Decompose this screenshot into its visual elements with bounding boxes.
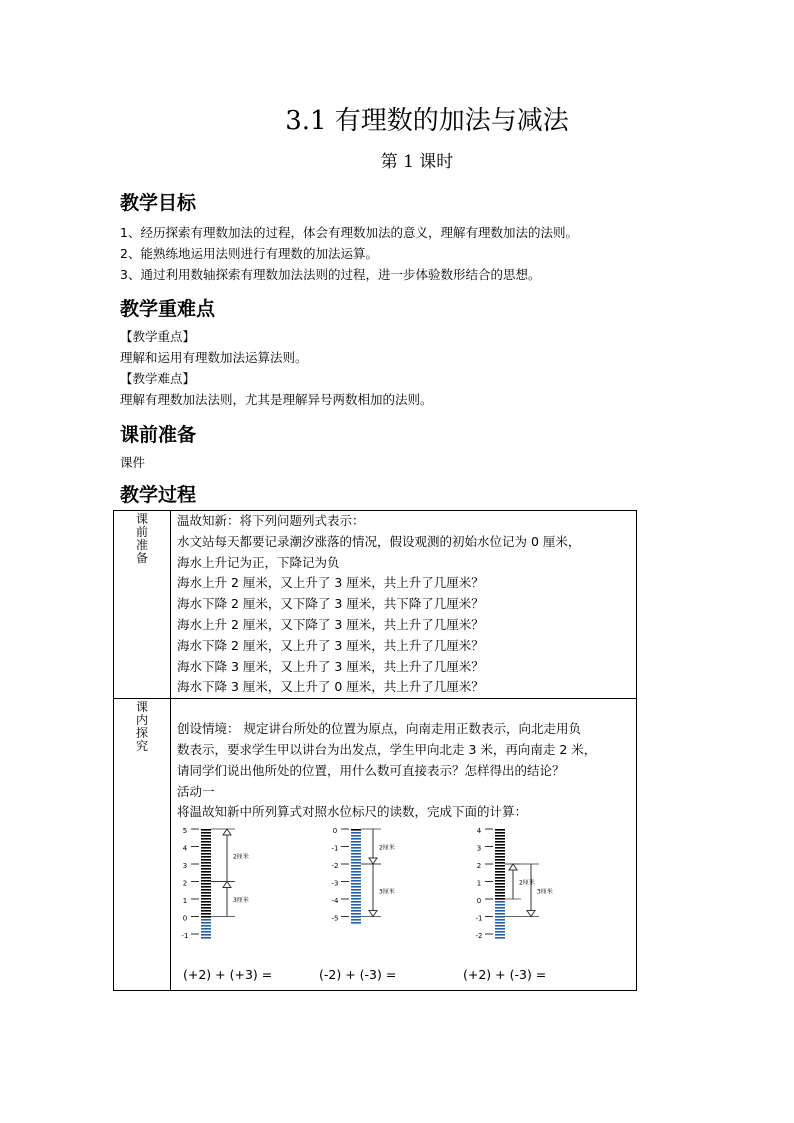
ruler-stripe: [495, 877, 505, 879]
row-label-cell: [114, 699, 171, 991]
ruler-stripe: [495, 913, 505, 915]
ruler-stripe: [351, 841, 361, 843]
ruler-stripe: [201, 883, 211, 885]
ruler-stripe: [351, 910, 361, 912]
ruler-stripe: [495, 847, 505, 849]
ruler-stripe: [351, 877, 361, 879]
arrow-label: 3厘米: [379, 888, 395, 896]
ruler-stripe: [351, 862, 361, 864]
ruler-stripe: [201, 934, 211, 936]
ruler-stripe: [351, 874, 361, 876]
ruler-stripe: [201, 838, 211, 840]
ruler-stripe: [495, 919, 505, 921]
ruler-stripe: [495, 829, 505, 831]
measure-arrow-head: [527, 911, 535, 917]
ruler-stripe: [201, 886, 211, 888]
tick-label: 0: [332, 827, 338, 836]
tick-label: 3: [182, 862, 188, 871]
ruler-stripe: [495, 856, 505, 858]
water-ruler-2: [327, 823, 477, 963]
ruler-stripe: [495, 865, 505, 867]
ruler-stripe: [351, 895, 361, 897]
ruler-stripe: [351, 901, 361, 903]
text-line: 海水下降 2 厘米，又上升了 3 厘米，共上升了几厘米？: [177, 637, 484, 653]
ruler-stripe: [495, 928, 505, 930]
ruler-stripe: [495, 889, 505, 891]
objective-item: 3、通过利用数轴探索有理数加法法则的过程，进一步体验数形结合的思想。: [120, 267, 541, 282]
ruler-stripe: [201, 937, 211, 939]
ruler-stripe: [495, 892, 505, 894]
ruler-stripe: [201, 841, 211, 843]
ruler-stripe: [351, 892, 361, 894]
objective-item: 1、经历探索有理数加法的过程，体会有理数加法的意义，理解有理数加法的法则。: [120, 225, 578, 240]
ruler-stripe: [495, 910, 505, 912]
focus-text: 理解和运用有理数加法运算法则。: [120, 350, 308, 365]
ruler-stripe: [495, 898, 505, 900]
tick-label: -4: [331, 897, 339, 906]
ruler-stripe: [201, 835, 211, 837]
tick-label: 4: [182, 844, 188, 853]
ruler-stripe: [201, 844, 211, 846]
text-line: 请同学们说出他所处的位置，用什么数可直接表示？怎样得出的结论？: [177, 762, 565, 778]
ruler-stripe: [495, 925, 505, 927]
ruler-stripe: [495, 886, 505, 888]
row-content-preclass: [171, 511, 637, 699]
tick-label: -1: [181, 932, 189, 941]
ruler-stripe: [351, 859, 361, 861]
ruler-stripe: [201, 904, 211, 906]
ruler-stripe: [495, 832, 505, 834]
ruler-stripe: [201, 880, 211, 882]
text-line: 创设情境： 规定讲台所处的位置为原点，向南走用正数表示，向北走用负: [177, 721, 581, 737]
heading-objectives: 教学目标: [120, 192, 197, 214]
ruler-stripe: [201, 910, 211, 912]
ruler-stripe: [201, 871, 211, 873]
ruler-stripe: [351, 844, 361, 846]
row-label-preclass: [135, 513, 149, 565]
ruler-stripe: [201, 847, 211, 849]
ruler-stripe: [495, 841, 505, 843]
ruler-stripe: [201, 853, 211, 855]
ruler-stripe: [201, 916, 211, 918]
arrow-label: 2厘米: [379, 844, 395, 852]
ruler-stripe: [351, 907, 361, 909]
text-line: 海水下降 3 厘米，又上升了 0 厘米，共上升了几厘米？: [177, 679, 484, 695]
measure-arrow-head: [223, 829, 231, 835]
heading-prep: 课前准备: [120, 424, 197, 446]
focus-label: 【教学重点】: [120, 329, 196, 344]
ruler-stripe: [351, 919, 361, 921]
measure-arrow-head: [223, 882, 231, 888]
table-row: [114, 511, 637, 699]
ruler-stripe: [201, 931, 211, 933]
row-label-inclass: [135, 701, 149, 753]
ruler-stripe: [495, 922, 505, 924]
label-char: 探: [135, 726, 148, 741]
measure-arrow-head: [509, 864, 517, 870]
text-line: 数表示，要求学生甲以讲台为出发点，学生甲向北走 3 米，再向南走 2 米，: [177, 741, 597, 757]
measure-arrow-head: [369, 858, 377, 864]
ruler-stripe: [351, 865, 361, 867]
row-content-inclass: [171, 699, 637, 991]
arrow-label: 2厘米: [233, 853, 249, 861]
text-line: 海水下降 2 厘米，又下降了 3 厘米，共下降了几厘米？: [177, 596, 484, 612]
text-line: 温故知新：将下列问题列式表示：: [177, 513, 365, 528]
tick-label: 1: [476, 879, 482, 888]
ruler-stripe: [201, 859, 211, 861]
ruler-stripe: [495, 850, 505, 852]
tick-label: 2: [182, 879, 188, 888]
ruler-stripe: [201, 925, 211, 927]
ruler-stripe: [201, 856, 211, 858]
label-char: 内: [135, 713, 148, 728]
label-char: 准: [135, 538, 148, 552]
ruler-stripe: [201, 877, 211, 879]
ruler-stripe: [495, 859, 505, 861]
difficulty-label: 【教学难点】: [120, 371, 196, 386]
ruler-stripe: [351, 916, 361, 918]
row-label-cell: [114, 511, 171, 699]
tick-label: -1: [475, 914, 483, 923]
ruler-stripe: [201, 913, 211, 915]
ruler-stripe: [351, 904, 361, 906]
ruler-stripe: [495, 880, 505, 882]
ruler-stripe: [201, 901, 211, 903]
measure-arrow-head: [369, 911, 377, 917]
ruler-stripe: [495, 871, 505, 873]
text-line: 活动一: [177, 783, 215, 799]
label-char: 课: [135, 700, 148, 715]
ruler-stripe: [495, 901, 505, 903]
tick-label: 3: [476, 844, 482, 853]
ruler-figures: [171, 823, 636, 983]
ruler-stripe: [495, 931, 505, 933]
ruler-stripe: [495, 868, 505, 870]
ruler-stripe: [351, 838, 361, 840]
ruler-stripe: [351, 856, 361, 858]
ruler-stripe: [201, 895, 211, 897]
text-line: 将温故知新中所列算式对照水位标尺的读数，完成下面的计算：: [177, 804, 528, 820]
water-ruler-3: [471, 823, 621, 963]
ruler-stripe: [495, 934, 505, 936]
text-line: 水文站每天都要记录潮汐涨落的情况，假设观测的初始水位记为 0 厘米，: [177, 533, 581, 549]
label-char: 备: [135, 551, 148, 565]
equation: (+2) + (+3) =: [183, 967, 273, 983]
tick-label: -5: [331, 914, 339, 923]
ruler-stripe: [351, 871, 361, 873]
ruler-stripe: [495, 907, 505, 909]
ruler-stripe: [495, 835, 505, 837]
ruler-stripe: [495, 838, 505, 840]
ruler-stripe: [351, 880, 361, 882]
ruler-stripe: [495, 883, 505, 885]
ruler-stripe: [201, 862, 211, 864]
ruler-stripe: [351, 898, 361, 900]
page-title: 3.1 有理数的加法与减法: [285, 106, 569, 136]
tick-label: -3: [331, 879, 339, 888]
tick-label: -2: [475, 932, 483, 941]
ruler-stripe: [201, 892, 211, 894]
prep-text: 课件: [120, 455, 146, 470]
ruler-stripe: [495, 937, 505, 939]
ruler-stripe: [495, 862, 505, 864]
ruler-stripe: [351, 868, 361, 870]
ruler-stripe: [201, 907, 211, 909]
ruler-stripe: [351, 850, 361, 852]
page-subtitle: 第 1 课时: [380, 152, 454, 172]
tick-label: 1: [182, 897, 188, 906]
ruler-stripe: [201, 889, 211, 891]
ruler-stripe: [351, 886, 361, 888]
ruler-stripe: [351, 829, 361, 831]
label-char: 课: [135, 512, 148, 526]
table-row: [114, 699, 637, 991]
tick-label: 2: [476, 862, 482, 871]
text-line: 海水下降 3 厘米，又上升了 3 厘米，共上升了几厘米？: [177, 658, 484, 674]
ruler-stripe: [351, 922, 361, 924]
ruler-stripe: [201, 874, 211, 876]
ruler-stripe: [351, 913, 361, 915]
ruler-stripe: [201, 832, 211, 834]
text-line: 海水上升 2 厘米，又上升了 3 厘米，共上升了几厘米？: [177, 575, 484, 591]
ruler-stripe: [201, 928, 211, 930]
objective-item: 2、能熟练地运用法则进行有理数的加法运算。: [120, 246, 378, 261]
ruler-stripe: [201, 919, 211, 921]
ruler-stripe: [351, 889, 361, 891]
ruler-stripe: [351, 883, 361, 885]
tick-label: 0: [476, 897, 482, 906]
arrow-label: 3厘米: [233, 897, 249, 905]
arrow-label: 3厘米: [537, 888, 553, 896]
label-char: 前: [135, 525, 148, 539]
text-line: 海水上升 2 厘米，又下降了 3 厘米，共上升了几厘米？: [177, 616, 484, 632]
heading-process: 教学过程: [120, 484, 197, 506]
ruler-stripe: [201, 850, 211, 852]
ruler-stripe: [495, 853, 505, 855]
water-ruler-1: [177, 823, 327, 963]
difficulty-text: 理解有理数加法法则，尤其是理解异号两数相加的法则。: [120, 392, 433, 407]
tick-label: 5: [182, 827, 188, 836]
tick-label: -1: [331, 844, 339, 853]
ruler-stripe: [495, 904, 505, 906]
equation: (+2) + (-3) =: [463, 967, 547, 983]
ruler-stripe: [495, 844, 505, 846]
ruler-stripe: [201, 829, 211, 831]
ruler-stripe: [495, 895, 505, 897]
ruler-stripe: [495, 874, 505, 876]
tick-label: -2: [331, 862, 339, 871]
ruler-stripe: [351, 853, 361, 855]
ruler-stripe: [201, 922, 211, 924]
ruler-stripe: [351, 835, 361, 837]
tick-label: 4: [476, 827, 482, 836]
tick-label: 0: [182, 914, 188, 923]
ruler-stripe: [351, 832, 361, 834]
label-char: 究: [135, 739, 148, 754]
equation: (-2) + (-3) =: [319, 967, 397, 983]
ruler-stripe: [201, 868, 211, 870]
ruler-stripe: [351, 847, 361, 849]
text-line: 海水上升记为正，下降记为负: [177, 554, 340, 570]
process-table: [113, 510, 637, 991]
ruler-stripe: [495, 916, 505, 918]
ruler-stripe: [201, 865, 211, 867]
ruler-stripe: [201, 898, 211, 900]
arrow-label: 2厘米: [519, 879, 535, 887]
heading-keypoints: 教学重难点: [120, 298, 216, 320]
